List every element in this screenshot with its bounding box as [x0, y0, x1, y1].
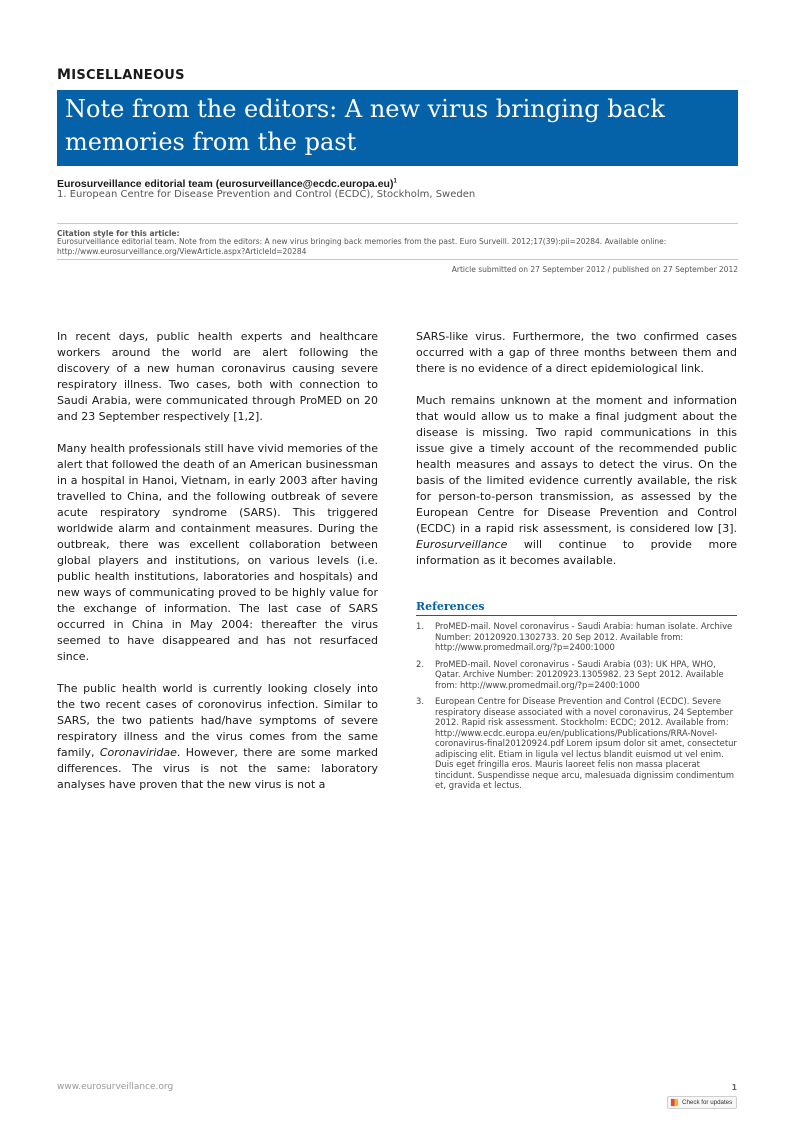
references-list: [416, 621, 737, 797]
body-paragraph: The public health world is currently looking closely into the two recent cases of coronovirus infection. Similar to SARS, the two patients had/have symptoms of severe respiratory illness and the virus comes from the same family, Coronaviridae. However, there are some marked differences. The virus is not the same: laboratory analyses have proven that the new virus is not a: [57, 682, 378, 791]
divider-top: [57, 223, 738, 224]
references-heading: References: [416, 600, 485, 613]
section-label: MISCELLANEOUS: [57, 67, 185, 83]
bookmark-icon: [670, 1098, 679, 1107]
reference-item: 3. European Centre for Disease Prevention and Control (ECDC). Severe respiratory disease associated with a novel coronavirus, 24 September 2012. Rapid risk assessment. Stockholm: ECDC; 2012. Available from: http://www.ecdc.europa.eu/en/publications/Publications/RRA-Novel-coronavirus-final20120924.pdf Lorem ipsum dolor sit amet, consectetur adipiscing elit. Etiam in ligula vel lectus blandit euismod ut vel enim. Duis eget fringilla eros. Mauris laoreet felis non massa placerat tincidunt. Suspendisse neque arcu, malesuada dignissim condimentum et, gravida et lectus.: [416, 696, 737, 790]
references-divider: [416, 615, 737, 616]
citation-label: Citation style for this article:: [57, 229, 180, 238]
reference-item: 1. ProMED-mail. Novel coronavirus - Saudi Arabia: human isolate. Archive Number: 20120920.1302733. 20 Sep 2012. Available from: http://www.promedmail.org/?p=2400:1000: [416, 621, 733, 652]
body-paragraph: Many health professionals still have vivid memories of the alert that followed the death of an American businessman in a hospital in Hanoi, Vietnam, in early 2003 after having travelled to China, and the following outbreak of severe acute respiratory syndrome (SARS). This triggered worldwide alarm and containment measures. During the outbreak, there was excellent collaboration between global players and institutions, on various levels (i.e. public health institutions, laboratories and hospitals) and new ways of communicating proved to be highly value for the exchange of information. The last case of SARS occurred in China in May 2004: thereafter the virus seemed to have disappeared and has not resurfaced since.: [57, 442, 378, 663]
author-line: Eurosurveillance editorial team (eurosurveillance@ecdc.europa.eu)$^1$: [57, 178, 397, 190]
affiliation: 1. European Centre for Disease Prevention and Control (ECDC), Stockholm, Sweden: [57, 189, 476, 200]
check-for-updates-button[interactable]: [667, 1096, 737, 1109]
check-for-updates-label: Check for updates: [682, 1099, 733, 1106]
reference-item: 2. ProMED-mail. Novel coronavirus - Saudi Arabia (03): UK HPA, WHO, Qatar. Archive Number: 20120923.1305982. 23 Sept 2012. Available from: http://www.promedmail.org/?p=2400:1000: [416, 658, 724, 690]
author-affiliation-marker: 1: [393, 178, 397, 185]
page-number: 1: [731, 1083, 737, 1092]
body-column-right: [416, 329, 737, 585]
body-paragraph: In recent days, public health experts and healthcare workers around the world are alert following the discovery of a new human coronavirus causing severe respiratory illness. Two cases, both with connection to Saudi Arabia, were communicated through ProMED on 20 and 23 September respectively [1,2].: [57, 330, 378, 423]
footer-url: www.eurosurveillance.org: [57, 1082, 174, 1092]
body-paragraph: Much remains unknown at the moment and information that would allow us to make a final judgment about the disease is missing. Two rapid communications in this issue give a timely account of the recommended public health measures and assays to detect the virus. On the basis of the limited evidence currently available, the risk for person-to-person transmission, as assessed by the European Centre for Disease Prevention and Control (ECDC) in a rapid risk assessment, is considered low [3]. Eurosurveillance will continue to provide more information as it becomes available.: [416, 394, 737, 567]
citation-text: Eurosurveillance editorial team. Note from the editors: A new virus bringing back memories from the past. Euro Surveill. 2012;17(39):pii=20284. Available online: http://www.eurosurveillance.org/ViewArticle.aspx?ArticleId=20284: [57, 237, 667, 256]
body-paragraph: SARS-like virus. Furthermore, the two confirmed cases occurred with a gap of three months between them and there is no evidence of a direct epidemiological link.: [416, 330, 737, 375]
submission-dates: Article submitted on 27 September 2012 / published on 27 September 2012: [451, 265, 738, 274]
title-band: [57, 90, 738, 166]
body-column-left: [57, 329, 378, 809]
article-title: Note from the editors: A new virus bringing back memories from the past: [65, 95, 665, 156]
divider-bottom: [57, 259, 738, 260]
